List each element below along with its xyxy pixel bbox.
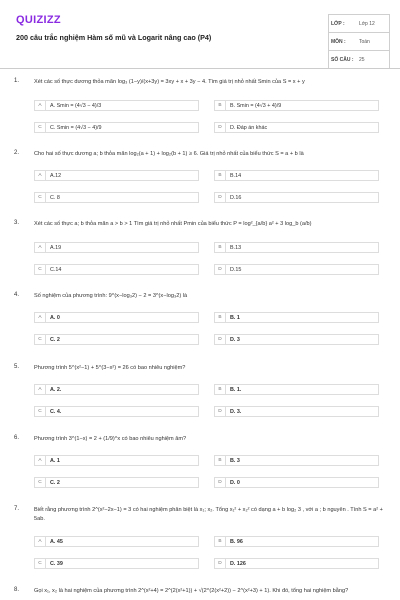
option-letter: A — [35, 385, 46, 394]
count-value: 25 — [359, 56, 365, 63]
option-letter: B — [215, 243, 226, 252]
option-c[interactable] — [34, 477, 199, 488]
option-a[interactable] — [34, 100, 199, 111]
question-text: Gọi x₁, x₂ là hai nghiệm của phương trình 2^(x²+4) = 2^(2(x²+1)) + √(2^(2(x²+2)) − 2^(x²+3) + 1). Khi đó, tổng hai nghiệm bằng? — [34, 588, 349, 594]
option-b[interactable] — [214, 312, 379, 323]
option-d[interactable] — [214, 334, 379, 345]
question-text: Xét các số thực dương thỏa mãn log₃ (1−y)/(x+3y) = 3xy + x + 3y − 4. Tìm giá trị nhỏ nhất Smin của S = x + y — [34, 79, 305, 85]
option-letter: C — [35, 559, 46, 568]
option-a[interactable] — [34, 455, 199, 466]
page-title: 200 câu trắc nghiệm Hàm số mũ và Logarit nâng cao (P4) — [16, 33, 212, 42]
option-a[interactable] — [34, 384, 199, 395]
option-a[interactable] — [34, 536, 199, 547]
option-a[interactable] — [34, 242, 199, 253]
option-letter: A — [35, 243, 46, 252]
option-text: D.15 — [230, 266, 242, 273]
option-d[interactable] — [214, 558, 379, 569]
option-text: D. 3 — [230, 336, 240, 343]
option-c[interactable] — [34, 334, 199, 345]
option-letter: B — [215, 385, 226, 394]
option-text: C. 39 — [50, 560, 63, 567]
option-text: A. Smin = (4√3 − 4)/3 — [50, 102, 102, 109]
option-letter: B — [215, 537, 226, 546]
option-text: B. 96 — [230, 538, 243, 545]
option-letter: D — [215, 335, 226, 344]
option-letter: C — [35, 335, 46, 344]
option-letter: D — [215, 407, 226, 416]
question-text: Phương trình 3^(1−x) = 2 + (1/9)^x có bao nhiêu nghiệm âm? — [34, 436, 187, 442]
option-text: C. 4. — [50, 408, 62, 415]
option-text: B.14 — [230, 172, 242, 179]
option-letter: B — [215, 171, 226, 180]
question-number: 2. — [14, 150, 20, 156]
question-text: Xét các số thực a; b thỏa mãn a > b > 1 Tìm giá trị nhỏ nhất Pmin của biểu thức P = log²_{a/b} a² + 3 log_b (a/b) — [34, 221, 312, 227]
option-c[interactable] — [34, 558, 199, 569]
option-text: D. 0 — [230, 479, 240, 486]
option-text: B. 3 — [230, 457, 240, 464]
option-text: C. 8 — [50, 194, 60, 201]
question-text: Cho hai số thực dương a; b thỏa mãn log₂(a + 1) + log₂(b + 1) ≥ 6. Giá trị nhỏ nhất của biểu thức S = a + b là — [34, 151, 304, 157]
option-text: D. Đáp án khác — [230, 124, 268, 131]
option-c[interactable] — [34, 122, 199, 133]
option-c[interactable] — [34, 192, 199, 203]
question-number: 6. — [14, 435, 20, 441]
option-text: C.14 — [50, 266, 62, 273]
option-b[interactable] — [214, 170, 379, 181]
option-letter: A — [35, 101, 46, 110]
option-text: A. 1 — [50, 457, 60, 464]
option-b[interactable] — [214, 384, 379, 395]
option-letter: C — [35, 478, 46, 487]
option-c[interactable] — [34, 264, 199, 275]
option-a[interactable] — [34, 312, 199, 323]
question-number: 4. — [14, 292, 20, 298]
count-label: SỐ CÂU : — [331, 56, 354, 63]
option-text: A. 45 — [50, 538, 63, 545]
option-letter: B — [215, 456, 226, 465]
option-letter: C — [35, 407, 46, 416]
option-d[interactable] — [214, 264, 379, 275]
question-number: 3. — [14, 220, 20, 226]
option-text: B.13 — [230, 244, 242, 251]
option-text: A.19 — [50, 244, 62, 251]
option-letter: A — [35, 171, 46, 180]
option-letter: D — [215, 559, 226, 568]
option-letter: D — [215, 265, 226, 274]
option-text: C. 2 — [50, 479, 60, 486]
option-letter: D — [215, 193, 226, 202]
quizizz-logo: QUIZIZZ — [16, 14, 61, 26]
option-letter: C — [35, 265, 46, 274]
subject-label: MÔN : — [331, 38, 346, 45]
question-text: Biết rằng phương trình 2^(x²−2x−1) = 3 có hai nghiệm phân biệt là x₁; x₂. Tổng x₁² + x₂² có dạng a + b log₂ 3 , với a ; b nguyên . Tính S = a² + 5ab. — [34, 507, 383, 522]
option-letter: A — [35, 456, 46, 465]
option-d[interactable] — [214, 477, 379, 488]
question-number: 5. — [14, 364, 20, 370]
option-a[interactable] — [34, 170, 199, 181]
option-text: D.16 — [230, 194, 242, 201]
option-text: C. 2 — [50, 336, 60, 343]
question-number: 8. — [14, 587, 20, 593]
option-text: D. 126 — [230, 560, 246, 567]
option-b[interactable] — [214, 242, 379, 253]
option-b[interactable] — [214, 100, 379, 111]
option-letter: D — [215, 123, 226, 132]
option-d[interactable] — [214, 192, 379, 203]
option-d[interactable] — [214, 122, 379, 133]
option-letter: D — [215, 478, 226, 487]
option-text: D. 3. — [230, 408, 242, 415]
meta-box — [328, 14, 390, 69]
class-value: Lớp 12 — [359, 20, 375, 27]
option-letter: B — [215, 313, 226, 322]
option-letter: A — [35, 537, 46, 546]
option-text: A. 2. — [50, 386, 62, 393]
option-d[interactable] — [214, 406, 379, 417]
question-number: 7. — [14, 506, 20, 512]
option-letter: B — [215, 101, 226, 110]
option-b[interactable] — [214, 455, 379, 466]
option-letter: C — [35, 123, 46, 132]
option-letter: C — [35, 193, 46, 202]
option-text: B. Smin = (4√3 + 4)/9 — [230, 102, 282, 109]
option-text: A.12 — [50, 172, 62, 179]
question-number: 1. — [14, 78, 20, 84]
option-text: A. 0 — [50, 314, 60, 321]
option-letter: A — [35, 313, 46, 322]
class-label: LỚP : — [331, 20, 345, 27]
option-b[interactable] — [214, 536, 379, 547]
subject-value: Toán — [359, 38, 370, 45]
option-text: B. 1 — [230, 314, 240, 321]
option-text: B. 1. — [230, 386, 242, 393]
option-c[interactable] — [34, 406, 199, 417]
question-text: Số nghiệm của phương trình: 9^(x−log₃2) − 2 = 3^(x−log₃2) là — [34, 293, 188, 299]
question-text: Phương trình 5^(x²−1) + 5^(3−x²) = 26 có bao nhiêu nghiệm? — [34, 365, 186, 371]
option-text: C. Smin = (4√3 − 4)/9 — [50, 124, 102, 131]
header-divider — [0, 68, 400, 69]
